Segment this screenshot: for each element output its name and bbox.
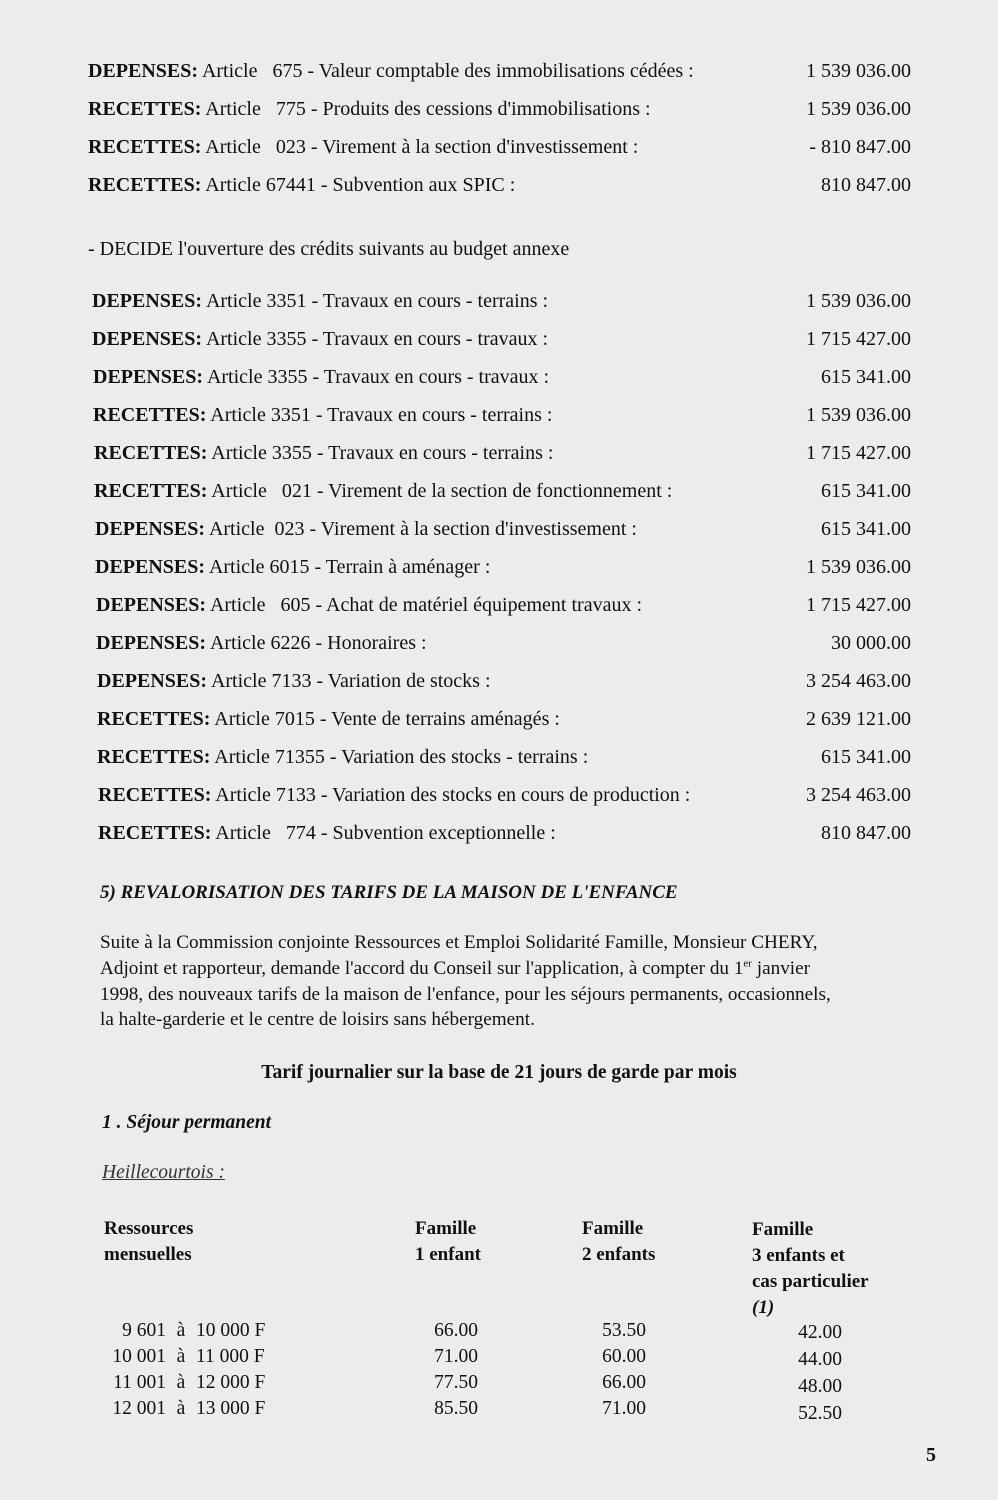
entry-amount: 1 539 036.00	[806, 556, 911, 578]
entry-sep: :	[200, 442, 208, 464]
range-sep: à	[176, 1398, 186, 1419]
entry-kind: DEPENSES	[95, 556, 199, 578]
col-header-3-enfants	[752, 1217, 869, 1321]
table-row	[0, 1372, 998, 1398]
header-line: 3 enfants et	[752, 1245, 845, 1266]
entry-row	[88, 136, 911, 166]
tarif-2-enfants: 53.50	[602, 1320, 646, 1341]
entry-article: Article 775 - Produits des cessions d'immobilisations :	[201, 98, 651, 120]
entry-amount: 2 639 121.00	[806, 708, 911, 730]
entry-article: Article 3351 - Travaux en cours - terrains :	[202, 290, 549, 312]
entry-row	[92, 328, 911, 358]
entry-article: Article 71355 - Variation des stocks - terrains :	[210, 746, 589, 768]
superscript: er	[743, 957, 752, 970]
entry-sep: :	[195, 290, 203, 312]
entry-kind: RECETTES	[93, 404, 200, 426]
tarif-2-enfants: 71.00	[602, 1398, 646, 1419]
entry-article: Article 7133 - Variation de stocks :	[207, 670, 491, 692]
entry-amount: 1 715 427.00	[806, 594, 911, 616]
entry-amount: 30 000.00	[831, 632, 911, 654]
entry-kind: RECETTES	[98, 784, 205, 806]
range-to: 12 000 F	[196, 1372, 266, 1393]
entry-sep: :	[198, 518, 206, 540]
paragraph-line: la halte-garderie et le centre de loisirs sans hébergement.	[100, 1009, 535, 1031]
heille-label: Heillecourtois :	[102, 1162, 225, 1183]
entry-row	[95, 556, 911, 586]
range-sep: à	[176, 1372, 186, 1393]
header-line: Famille	[752, 1219, 814, 1240]
header-line: Ressources	[104, 1218, 194, 1239]
entry-sep: :	[194, 136, 202, 158]
entry-row	[95, 518, 911, 548]
entry-kind: RECETTES	[94, 442, 201, 464]
entry-row	[88, 60, 911, 90]
entry-sep: :	[195, 328, 203, 350]
range-from: 11 001	[113, 1372, 166, 1393]
entry-kind: RECETTES	[94, 480, 201, 502]
tarif-3-enfants: 48.00	[798, 1376, 842, 1397]
tarif-3-enfants: 52.50	[798, 1403, 842, 1424]
entry-article: Article 6226 - Honoraires :	[206, 632, 427, 654]
paragraph-text: janvier	[751, 957, 811, 979]
range-to: 10 000 F	[196, 1320, 266, 1341]
paragraph-line	[100, 956, 938, 982]
range-from: 9 601	[122, 1320, 166, 1341]
col-header-1-enfant	[415, 1216, 481, 1268]
tarif-3-enfants: 42.00	[798, 1322, 842, 1343]
entry-sep: :	[199, 594, 207, 616]
entry-article: Article 774 - Subvention exceptionnelle :	[211, 822, 556, 844]
entry-amount: 1 539 036.00	[806, 60, 911, 82]
tarif-2-enfants: 60.00	[602, 1346, 646, 1367]
entry-kind: DEPENSES	[92, 290, 196, 312]
entry-row	[93, 404, 911, 434]
entry-amount: 615 341.00	[821, 518, 911, 540]
entry-amount: 1 715 427.00	[806, 442, 911, 464]
entry-kind: DEPENSES	[92, 328, 196, 350]
entry-sep: :	[199, 404, 207, 426]
entry-row	[88, 98, 911, 128]
sejour-title: 1 . Séjour permanent	[102, 1112, 272, 1133]
entry-article: Article 7015 - Vente de terrains aménagés :	[210, 708, 560, 730]
header-line: mensuelles	[104, 1244, 192, 1265]
entry-kind: RECETTES	[88, 136, 195, 158]
entry-article: Article 3355 - Travaux en cours - terrains :	[207, 442, 554, 464]
decide-statement: - DECIDE l'ouverture des crédits suivants au budget annexe	[88, 238, 570, 260]
entry-row	[97, 746, 911, 776]
header-line	[752, 1269, 869, 1321]
range-sep: à	[176, 1346, 186, 1367]
entry-amount: 615 341.00	[821, 366, 911, 388]
entry-row	[98, 784, 911, 814]
section-paragraph	[100, 930, 938, 1033]
entry-article: Article 3355 - Travaux en cours - travaux :	[203, 366, 550, 388]
entry-amount: 615 341.00	[821, 480, 911, 502]
entry-sep: :	[194, 174, 202, 196]
entry-amount: 810 847.00	[821, 174, 911, 196]
range-from: 10 001	[112, 1346, 166, 1367]
entry-amount: 3 254 463.00	[806, 670, 911, 692]
entry-row	[93, 366, 911, 396]
entry-kind: RECETTES	[88, 174, 195, 196]
entry-kind: DEPENSES	[96, 594, 200, 616]
entry-article: Article 021 - Virement de la section de fonctionnement :	[207, 480, 673, 502]
tarif-2-enfants: 66.00	[602, 1372, 646, 1393]
paragraph-line: Suite à la Commission conjointe Ressources et Emploi Solidarité Famille, Monsieur CHERY,	[100, 932, 818, 953]
entry-amount: 615 341.00	[821, 746, 911, 768]
ressources-range	[104, 1372, 279, 1394]
entry-sep: :	[200, 670, 208, 692]
entry-amount: 1 539 036.00	[806, 290, 911, 312]
range-from: 12 001	[112, 1398, 166, 1419]
entry-kind: RECETTES	[97, 746, 204, 768]
entry-article: Article 675 - Valeur comptable des immobilisations cédées :	[198, 60, 694, 82]
tarif-1-enfant: 77.50	[434, 1372, 478, 1393]
col-header-2-enfants	[582, 1216, 655, 1268]
section-heading: 5) REVALORISATION DES TARIFS DE LA MAISON DE L'ENFANCE	[100, 882, 678, 903]
entry-sep: :	[198, 556, 206, 578]
tarif-3-enfants: 44.00	[798, 1349, 842, 1370]
entry-kind: DEPENSES	[97, 670, 201, 692]
range-sep: à	[176, 1320, 186, 1341]
entry-row	[92, 290, 911, 320]
entry-amount: 810 847.00	[821, 822, 911, 844]
paragraph-text: Adjoint et rapporteur, demande l'accord du Conseil sur l'application, à compter du 1	[100, 957, 744, 979]
header-line: 2 enfants	[582, 1244, 656, 1265]
entry-sep: :	[191, 60, 199, 82]
entry-article: Article 3351 - Travaux en cours - terrains :	[206, 404, 553, 426]
entry-sep: :	[200, 480, 208, 502]
entry-article: Article 6015 - Terrain à aménager :	[205, 556, 491, 578]
ressources-range	[104, 1398, 279, 1420]
header-line: Famille	[582, 1218, 644, 1239]
entry-row	[94, 480, 911, 510]
range-to: 13 000 F	[196, 1398, 266, 1419]
tarif-1-enfant: 71.00	[434, 1346, 478, 1367]
paragraph-line: 1998, des nouveaux tarifs de la maison de l'enfance, pour les séjours permanents, occasionnels,	[100, 983, 831, 1005]
entry-sep: :	[203, 746, 211, 768]
page-number: 5	[926, 1444, 936, 1466]
entry-kind: RECETTES	[88, 98, 195, 120]
entry-amount: 1 539 036.00	[806, 98, 911, 120]
ressources-range	[104, 1346, 279, 1368]
tarif-title: Tarif journalier sur la base de 21 jours de garde par mois	[261, 1062, 737, 1083]
col-header-ressources	[104, 1216, 193, 1268]
entry-kind: RECETTES	[98, 822, 205, 844]
entry-amount: 1 715 427.00	[806, 328, 911, 350]
entry-sep: :	[194, 98, 202, 120]
footnote-ref: (1)	[752, 1297, 775, 1318]
table-row	[0, 1320, 998, 1346]
entry-kind: DEPENSES	[88, 60, 192, 82]
entry-kind: RECETTES	[97, 708, 204, 730]
range-to: 11 000 F	[196, 1346, 265, 1367]
tarif-1-enfant: 85.50	[434, 1398, 478, 1419]
table-row	[0, 1398, 998, 1424]
entry-kind: DEPENSES	[93, 366, 197, 388]
header-text: cas particulier	[752, 1271, 869, 1292]
entry-row	[96, 632, 911, 662]
entry-amount: 1 539 036.00	[806, 404, 911, 426]
table-row	[0, 1346, 998, 1372]
entry-sep: :	[204, 822, 212, 844]
entry-row	[98, 822, 911, 852]
entry-sep: :	[199, 632, 207, 654]
entry-kind: DEPENSES	[95, 518, 199, 540]
entry-article: Article 023 - Virement à la section d'investissement :	[205, 518, 637, 540]
entry-article: Article 7133 - Variation des stocks en cours de production :	[211, 784, 691, 806]
entry-sep: :	[203, 708, 211, 730]
entry-amount: - 810 847.00	[809, 136, 911, 158]
entry-article: Article 605 - Achat de matériel équipement travaux :	[206, 594, 643, 616]
entry-amount: 3 254 463.00	[806, 784, 911, 806]
tarif-1-enfant: 66.00	[434, 1320, 478, 1341]
entry-article: Article 3355 - Travaux en cours - travaux :	[202, 328, 549, 350]
entry-article: Article 67441 - Subvention aux SPIC :	[201, 174, 516, 196]
ressources-range	[104, 1320, 279, 1342]
entry-row	[96, 594, 911, 624]
entry-sep: :	[204, 784, 212, 806]
entry-kind: DEPENSES	[96, 632, 200, 654]
header-line: 1 enfant	[415, 1244, 481, 1265]
entry-row	[88, 174, 911, 204]
header-line: Famille	[415, 1218, 477, 1239]
entry-row	[97, 670, 911, 700]
entry-row	[97, 708, 911, 738]
entry-row	[94, 442, 911, 472]
entry-sep: :	[196, 366, 204, 388]
entry-article: Article 023 - Virement à la section d'investissement :	[201, 136, 639, 158]
